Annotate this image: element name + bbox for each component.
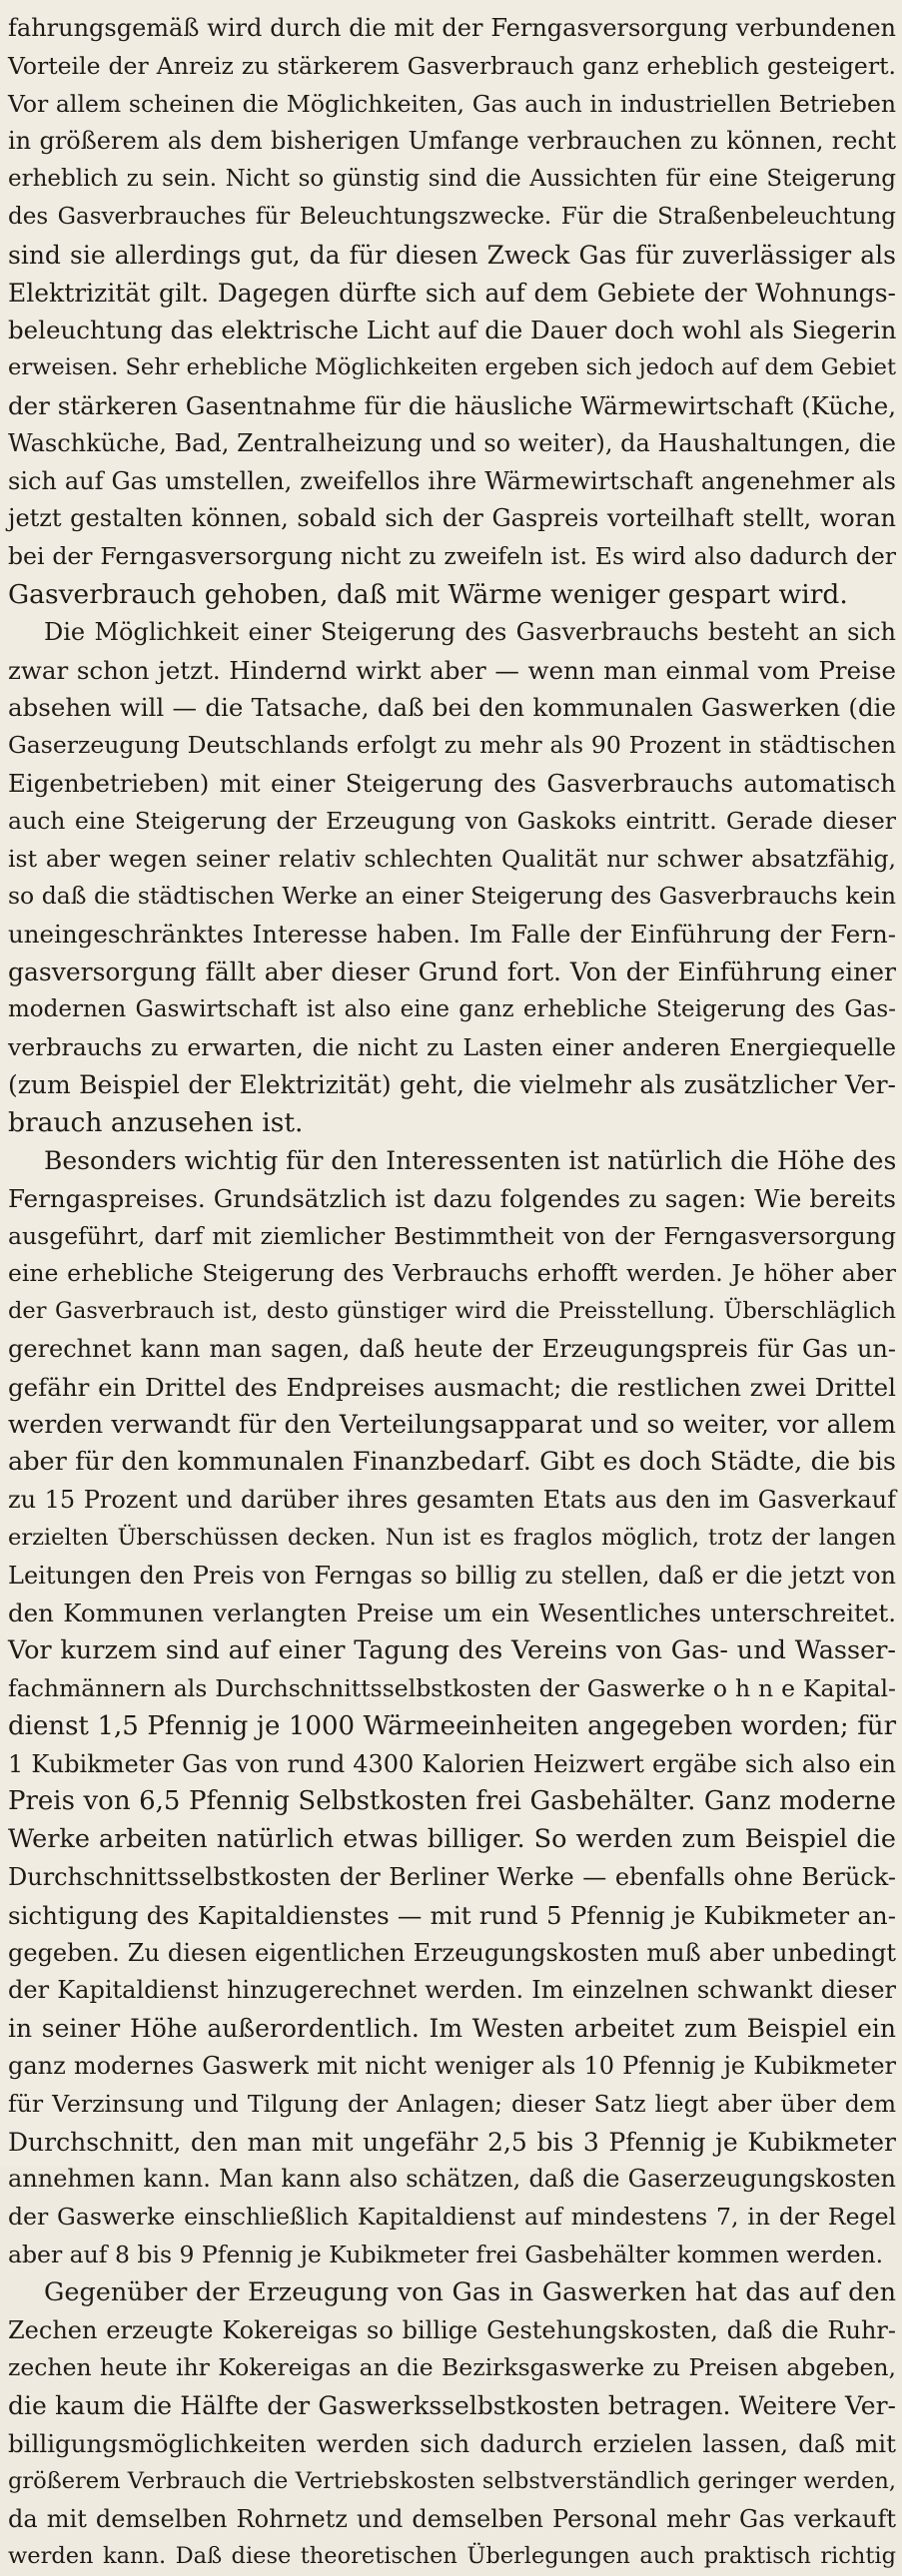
text-line: aber auf 8 bis 9 Pfennig je Kubikmeter frei Gasbehälter kommen werden.	[8, 2241, 884, 2269]
text-line: brauch anzusehen ist.	[8, 1107, 304, 1139]
text-line: Vor kurzem sind auf einer Tagung des Vereins von Gas- und Wasser-	[8, 1635, 896, 1666]
text-line: aber für den kommunalen Finanzbedarf. Gibt es doch Städte, die bis	[8, 1447, 896, 1478]
paragraph	[8, 10, 896, 614]
paragraph	[8, 1142, 896, 2274]
text-line: erzielten Überschüssen decken. Nun ist es fraglos möglich, trotz der langen	[8, 1524, 896, 1551]
text-line: Die Möglichkeit einer Steigerung des Gasverbrauchs besteht an sich	[44, 617, 896, 646]
text-line: sind sie allerdings gut, da für diesen Zweck Gas für zuverlässiger als	[8, 240, 896, 270]
text-line: jetzt gestalten können, sobald sich der Gaspreis vorteilhaft stellt, woran	[8, 504, 896, 533]
text-line: des Gasverbrauches für Beleuchtungszwecke. Für die Straßenbeleuchtung	[8, 203, 896, 230]
text-line: größerem Verbrauch die Vertriebskosten selbstverständlich geringer werden,	[8, 2467, 896, 2494]
text-line: uneingeschränktes Interesse haben. Im Falle der Einführung der Fern-	[8, 920, 896, 950]
text-line: annehmen kann. Man kann also schätzen, daß die Gaserzeugungskosten	[8, 2165, 896, 2194]
text-line: modernen Gaswirtschaft ist also eine ganz erhebliche Steigerung des Gas-	[8, 995, 896, 1022]
paragraph	[8, 614, 896, 1142]
text-line: Leitungen den Preis von Ferngas so billig zu stellen, daß er die jetzt von	[8, 1561, 896, 1590]
text-line: für Verzinsung und Tilgung der Anlagen; dieser Satz liegt aber über dem	[8, 2089, 896, 2118]
text-line: Waschküche, Bad, Zentralheizung und so weiter), da Haushaltungen, die	[8, 428, 896, 457]
text-line: sich auf Gas umstellen, zweifellos ihre Wärmewirtschaft angenehmer als	[8, 466, 896, 495]
text-line: Durchschnittsselbstkosten der Berliner Werke — ebenfalls ohne Berück-	[8, 1863, 896, 1892]
text-line: der Kapitaldienst hinzugerechnet werden. Im einzelnen schwankt dieser	[8, 1976, 896, 2005]
paragraph	[8, 2274, 896, 2576]
text-line: beleuchtung das elektrische Licht auf die Dauer doch wohl als Siegerin	[8, 316, 897, 345]
text-line: Werke arbeiten natürlich etwas billiger. So werden zum Beispiel die	[8, 1824, 896, 1855]
text-line: bei der Ferngasversorgung nicht zu zweifeln ist. Es wird also dadurch der	[8, 542, 896, 571]
text-line: ausgeführt, darf mit ziemlicher Bestimmtheit von der Ferngasversorgung	[8, 1221, 896, 1250]
text-line: so daß die städtischen Werke an einer Steigerung des Gasverbrauchs kein	[8, 882, 896, 911]
text-line: fahrungsgemäß wird durch die mit der Ferngasversorgung verbundenen	[8, 14, 896, 42]
text-line: Gasverbrauch gehoben, daß mit Wärme weniger gespart wird.	[8, 578, 848, 610]
text-line: fachmännern als Durchschnittsselbstkosten der Gaswerke o h n e Kapital-	[8, 1674, 896, 1703]
text-line: werden verwandt für den Verteilungsapparat und so weiter, vor allem	[8, 1410, 896, 1440]
text-line: gerechnet kann man sagen, daß heute der Erzeugungspreis für Gas un-	[8, 1334, 896, 1363]
text-line: in größerem als dem bisherigen Umfange verbrauchen zu können, recht	[8, 127, 896, 156]
text-line: den Kommunen verlangten Preise um ein Wesentliches unterschreitet.	[8, 1599, 896, 1628]
text-line: zu 15 Prozent und darüber ihres gesamten Etats aus den im Gasverkauf	[8, 1486, 896, 1515]
text-line: Vorteile der Anreiz zu stärkerem Gasverbrauch ganz erheblich gesteigert.	[8, 51, 896, 80]
text-line: die kaum die Hälfte der Gaswerksselbstkosten betragen. Weitere Ver-	[8, 2391, 896, 2421]
text-line: Gegenüber der Erzeugung von Gas in Gaswerken hat das auf den	[44, 2276, 896, 2307]
text-line: gegeben. Zu diesen eigentlichen Erzeugungskosten muß aber unbedingt	[8, 1938, 896, 1967]
text-line: gefähr ein Drittel des Endpreises ausmacht; die restlichen zwei Drittel	[8, 1372, 896, 1402]
text-line: Gaserzeugung Deutschlands erfolgt zu mehr als 90 Prozent in städtischen	[8, 731, 896, 760]
text-line: Besonders wichtig für den Interessenten ist natürlich die Höhe des	[44, 1145, 897, 1175]
text-line: der stärkeren Gasentnahme für die häusliche Wärmewirtschaft (Küche,	[8, 390, 896, 420]
text-line: zwar schon jetzt. Hindernd wirkt aber — wenn man einmal vom Preise	[8, 655, 896, 685]
text-line: Eigenbetrieben) mit einer Steigerung des Gasverbrauchs automatisch	[8, 768, 896, 798]
text-line: Vor allem scheinen die Möglichkeiten, Gas auch in industriellen Betrieben	[8, 89, 896, 118]
text-line: verbrauchs zu erwarten, die nicht zu Lasten einer anderen Energiequelle	[8, 1032, 896, 1061]
text-line: dienst 1,5 Pfennig je 1000 Wärmeeinheiten angegeben worden; für	[8, 1710, 896, 1741]
text-line: 1 Kubikmeter Gas von rund 4300 Kalorien Heizwert ergäbe sich also ein	[8, 1749, 896, 1778]
text-line: auch eine Steigerung der Erzeugung von Gaskoks eintritt. Gerade dieser	[8, 806, 896, 835]
text-line: billigungsmöglichkeiten werden sich dadurch erzielen lassen, daß mit	[8, 2429, 896, 2458]
text-line: Elektrizität gilt. Dagegen dürfte sich auf dem Gebiete der Wohnungs-	[8, 278, 896, 308]
text-line: Zechen erzeugte Kokereigas so billige Gestehungskosten, daß die Ruhr-	[8, 2315, 896, 2344]
text-line: gasversorgung fällt aber dieser Grund fort. Von der Einführung einer	[8, 957, 896, 986]
text-line: ganz modernes Gaswerk mit nicht weniger als 10 Pfennig je Kubikmeter	[8, 2052, 896, 2081]
text-line: der Gasverbrauch ist, desto günstiger wird die Preisstellung. Überschläglich	[8, 1298, 896, 1325]
text-line: Preis von 6,5 Pfennig Selbstkosten frei Gasbehälter. Ganz moderne	[8, 1786, 896, 1817]
text-line: sichtigung des Kapitaldienstes — mit rund 5 Pfennig je Kubikmeter an-	[8, 1900, 896, 1930]
text-line: erheblich zu sein. Nicht so günstig sind die Aussichten für eine Steigerung	[8, 166, 896, 193]
text-line: absehen will — die Tatsache, daß bei den kommunalen Gaswerken (die	[8, 693, 896, 723]
text-line: werden kann. Daß diese theoretischen Überlegungen auch praktisch richtig	[8, 2543, 896, 2570]
text-line: zechen heute ihr Kokereigas an die Bezirksgaswerke zu Preisen abgeben,	[8, 2353, 896, 2382]
text-line: in seiner Höhe außerordentlich. Im Westen arbeitet zum Beispiel ein	[8, 2014, 896, 2044]
text-line: da mit demselben Rohrnetz und demselben Personal mehr Gas verkauft	[8, 2504, 896, 2533]
text-line: der Gaswerke einschließlich Kapitaldienst auf mindestens 7, in der Regel	[8, 2203, 896, 2232]
text-line: Ferngaspreises. Grundsätzlich ist dazu folgendes zu sagen: Wie bereits	[8, 1183, 896, 1213]
text-line: eine erhebliche Steigerung des Verbrauchs erhofft werden. Je höher aber	[8, 1259, 896, 1288]
text-line: ist aber wegen seiner relativ schlechten Qualität nur schwer absatzfähig,	[8, 844, 896, 873]
text-line: (zum Beispiel der Elektrizität) geht, die vielmehr als zusätzlicher Ver-	[8, 1070, 896, 1100]
text-line: erweisen. Sehr erhebliche Möglichkeiten ergeben sich jedoch auf dem Gebiet	[8, 354, 896, 381]
text-line: Durchschnitt, den man mit ungefähr 2,5 bis 3 Pfennig je Kubikmeter	[8, 2127, 896, 2157]
